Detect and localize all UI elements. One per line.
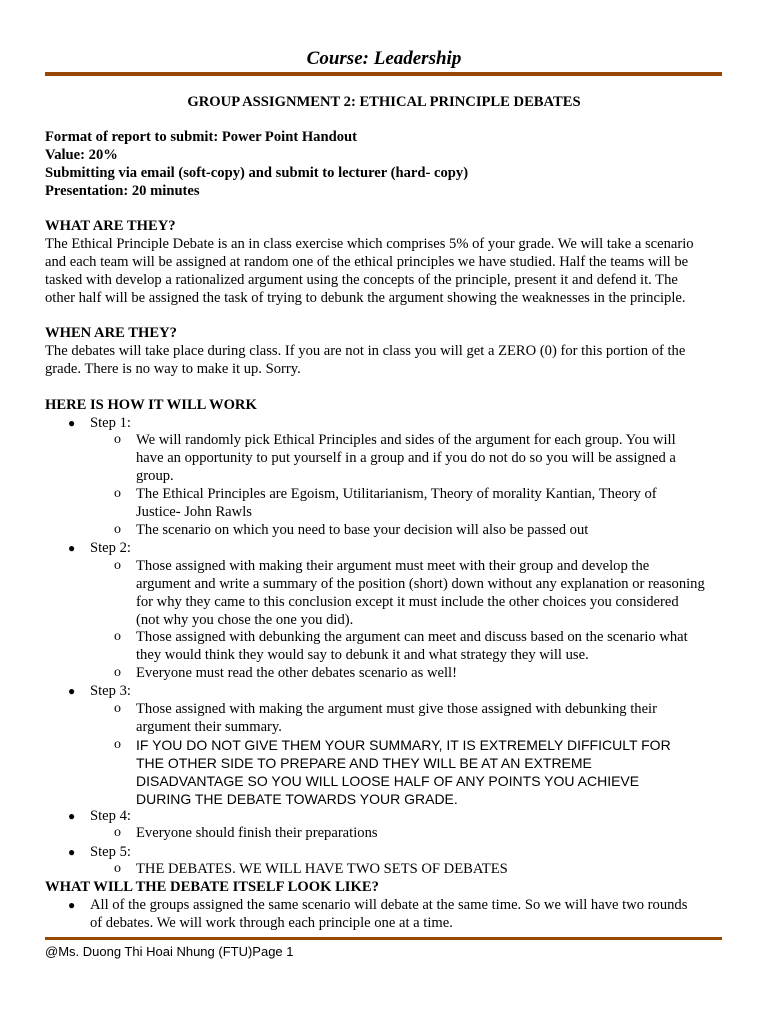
list-item-line: Justice- John Rawls: [136, 504, 252, 520]
meta-submitting: Submitting via email (soft-copy) and submit to lecturer (hard- copy): [45, 165, 469, 181]
list-item-line: Those assigned with making their argument must meet with their group and develop the: [136, 558, 650, 574]
circle-bullet-icon: o: [114, 861, 121, 876]
section-heading-what: WHAT ARE THEY?: [45, 218, 176, 234]
list-item-line: group.: [136, 468, 174, 484]
circle-bullet-icon: o: [114, 737, 121, 752]
circle-bullet-icon: o: [114, 701, 121, 716]
list-item-line: Everyone should finish their preparations: [136, 825, 378, 841]
list-item-line: IF YOU DO NOT GIVE THEM YOUR SUMMARY, IT IS EXTREMELY DIFFICULT FOR: [136, 737, 671, 753]
list-item-line: for why they came to this conclusion except it must include the other choices you considered: [136, 594, 679, 610]
bullet-dot-icon: ●: [68, 809, 76, 823]
header-rule: [45, 72, 722, 76]
paragraph-line: The debates will take place during class. If you are not in class you will get a ZERO (0) for this portion of the: [45, 343, 686, 359]
section-heading-when: WHEN ARE THEY?: [45, 325, 177, 341]
list-item-line: DISADVANTAGE SO YOU WILL LOOSE HALF OF ANY POINTS YOU ACHIEVE: [136, 773, 640, 789]
list-item-line: The scenario on which you need to base your decision will also be passed out: [136, 522, 589, 538]
paragraph-line: grade. There is no way to make it up. Sorry.: [45, 361, 301, 377]
footer-rule: [45, 937, 722, 940]
paragraph-line: and each team will be assigned at random one of the ethical principles we have studied. Half the teams will be: [45, 254, 689, 270]
page-footer: @Ms. Duong Thi Hoai Nhung (FTU)Page 1: [45, 944, 294, 959]
meta-presentation: Presentation: 20 minutes: [45, 183, 200, 199]
step-2-label: Step 2:: [90, 540, 131, 556]
list-item-line: Those assigned with debunking the argument can meet and discuss based on the scenario what: [136, 629, 688, 645]
list-item-line: argument their summary.: [136, 719, 282, 735]
paragraph-line: tasked with develop a rationalized argument using the concepts of the principle, present it and defend it. The: [45, 272, 678, 288]
circle-bullet-icon: o: [114, 522, 121, 537]
list-item-line: THE OTHER SIDE TO PREPARE AND THEY WILL BE AT AN EXTREME: [136, 755, 592, 771]
list-item-line: (not why you chose the one you did).: [136, 612, 354, 628]
bullet-dot-icon: ●: [68, 541, 76, 555]
list-item-line: argument and write a summary of the position (short) down without any explanation or reasoning: [136, 576, 705, 592]
bullet-dot-icon: ●: [68, 416, 76, 430]
bullet-dot-icon: ●: [68, 845, 76, 859]
circle-bullet-icon: o: [114, 629, 121, 644]
step-3-label: Step 3:: [90, 683, 131, 699]
bullet-dot-icon: ●: [68, 684, 76, 698]
paragraph-line: other half will be assigned the task of trying to debunk the argument showing the weaknesses in the principle.: [45, 290, 686, 306]
page-header-title: Course: Leadership: [306, 48, 462, 69]
list-item-line: Those assigned with making the argument must give those assigned with debunking their: [136, 701, 657, 717]
list-item-line: have an opportunity to put yourself in a group and if you do not do so you will be assigned a: [136, 450, 676, 466]
section-heading-how: HERE IS HOW IT WILL WORK: [45, 397, 257, 413]
step-5-label: Step 5:: [90, 844, 131, 860]
bullet-dot-icon: ●: [68, 898, 76, 912]
paragraph-line: The Ethical Principle Debate is an in class exercise which comprises 5% of your grade. We will take a scenario: [45, 236, 694, 252]
circle-bullet-icon: o: [114, 558, 121, 573]
section-heading-look: WHAT WILL THE DEBATE ITSELF LOOK LIKE?: [45, 879, 379, 895]
circle-bullet-icon: o: [114, 486, 121, 501]
meta-format: Format of report to submit: Power Point Handout: [45, 129, 357, 145]
circle-bullet-icon: o: [114, 825, 121, 840]
circle-bullet-icon: o: [114, 432, 121, 447]
list-item-line: All of the groups assigned the same scenario will debate at the same time. So we will have two rounds: [90, 897, 688, 913]
list-item-line: The Ethical Principles are Egoism, Utilitarianism, Theory of morality Kantian, Theory of: [136, 486, 657, 502]
list-item-line: of debates. We will work through each principle one at a time.: [90, 915, 453, 931]
list-item-line: DURING THE DEBATE TOWARDS YOUR GRADE.: [136, 791, 458, 807]
list-item-line: Everyone must read the other debates scenario as well!: [136, 665, 457, 681]
assignment-heading: GROUP ASSIGNMENT 2: ETHICAL PRINCIPLE DEBATES: [187, 94, 581, 110]
list-item-line: We will randomly pick Ethical Principles and sides of the argument for each group. You will: [136, 432, 676, 448]
meta-value: Value: 20%: [45, 147, 118, 163]
list-item-line: THE DEBATES. WE WILL HAVE TWO SETS OF DEBATES: [136, 861, 508, 877]
step-4-label: Step 4:: [90, 808, 131, 824]
circle-bullet-icon: o: [114, 665, 121, 680]
list-item-line: they would think they would say to debunk it and what strategy they will use.: [136, 647, 589, 663]
step-1-label: Step 1:: [90, 415, 131, 431]
